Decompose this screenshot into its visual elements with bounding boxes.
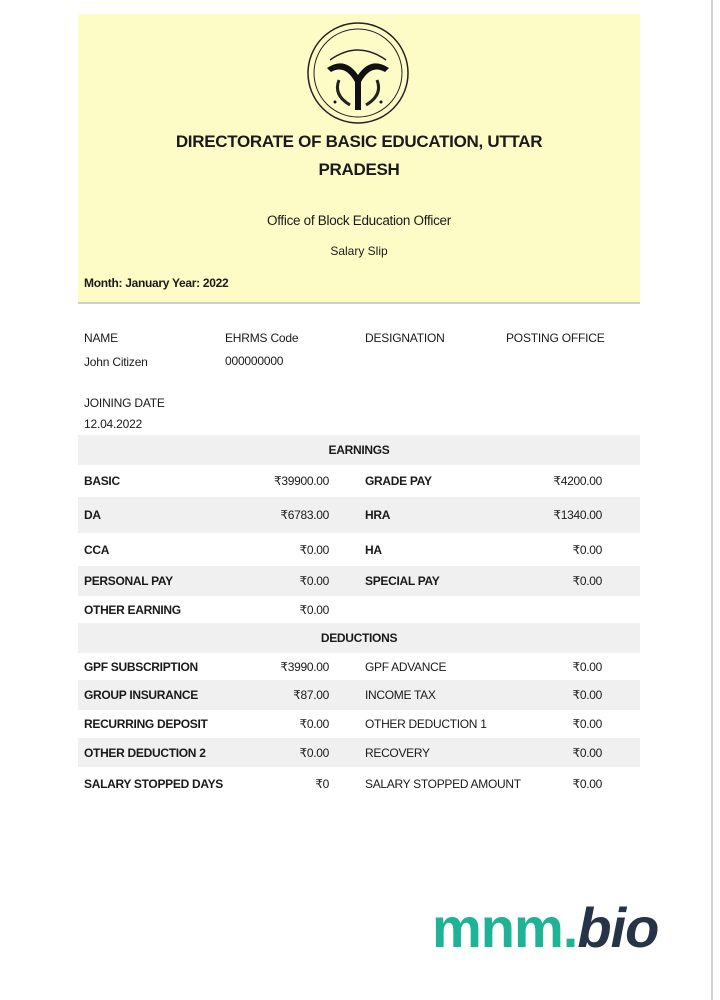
row-label: GRADE PAY [365,474,432,488]
row-label: HA [365,542,382,557]
employee-name: John Citizen [84,355,148,369]
watermark-part2: bio [577,896,659,959]
row-label: INCOME TAX [365,688,436,702]
row-value: ₹0.00 [572,745,602,760]
joining-date-label: JOINING DATE [84,396,165,410]
row-label: CCA [84,542,110,557]
row-label: OTHER DEDUCTION 2 [84,745,206,760]
slip-header [78,14,640,304]
name-label: NAME [84,331,118,345]
table-row [78,596,640,623]
row-value: ₹1340.00 [553,508,602,522]
row-value: ₹0.00 [572,542,602,557]
row-value: ₹0.00 [299,542,329,557]
row-label: SPECIAL PAY [365,574,440,588]
row-value: ₹39900.00 [274,474,329,488]
table-row [78,767,640,801]
pay-period: Month: January Year: 2022 [84,276,229,290]
row-label: SALARY STOPPED DAYS [84,777,224,791]
row-value: ₹0.00 [299,602,329,617]
earnings-header: EARNINGS [78,435,640,465]
row-value: ₹0 [315,777,329,791]
office-name: Office of Block Education Officer [267,213,451,228]
deductions-header: DEDUCTIONS [78,623,640,653]
row-value: ₹0.00 [299,574,329,588]
row-label: OTHER EARNING [84,602,181,617]
row-label: GROUP INSURANCE [84,688,198,702]
row-value: ₹0.00 [572,574,602,588]
ehrms-label: EHRMS Code [225,331,299,345]
row-label: GPF ADVANCE [365,659,447,674]
directorate-title: DIRECTORATE OF BASIC EDUCATION, UTTAR [175,132,543,151]
table-row [78,465,640,497]
row-label: SALARY STOPPED AMOUNT [365,777,521,791]
row-value: ₹0.00 [299,717,329,731]
row-label: RECURRING DEPOSIT [84,717,208,731]
row-label: OTHER DEDUCTION 1 [365,717,487,731]
row-value: ₹4200.00 [553,474,602,488]
row-value: ₹0.00 [572,659,602,674]
document-type: Salary Slip [330,244,388,258]
table-row [78,533,640,566]
row-value: ₹0.00 [299,745,329,760]
row-value: ₹0.00 [572,777,602,791]
ehrms-code: 000000000 [225,354,284,368]
table-row [78,710,640,738]
row-value: ₹87.00 [293,688,329,702]
row-label: RECOVERY [365,745,430,760]
row-label: PERSONAL PAY [84,574,173,588]
up-government-seal-icon [305,20,411,126]
row-value: ₹3990.00 [280,659,329,674]
directorate-title-cont: PRADESH [318,160,400,179]
table-row [78,566,640,596]
row-value: ₹0.00 [572,688,602,702]
row-value: ₹6783.00 [280,508,329,522]
row-label: HRA [365,508,391,522]
table-row [78,497,640,533]
designation-label: DESIGNATION [365,331,445,345]
watermark-part1: mnm. [432,896,578,959]
posting-office-label: POSTING OFFICE [506,331,605,345]
page-edge [711,0,713,1000]
table-row [78,680,640,710]
row-label: DA [84,508,101,522]
row-label: GPF SUBSCRIPTION [84,659,198,674]
table-row [78,738,640,767]
table-row [78,653,640,680]
row-label: BASIC [84,474,120,488]
row-value: ₹0.00 [572,717,602,731]
joining-date: 12.04.2022 [84,417,143,431]
salary-table [78,435,640,801]
watermark-logo [432,895,658,960]
